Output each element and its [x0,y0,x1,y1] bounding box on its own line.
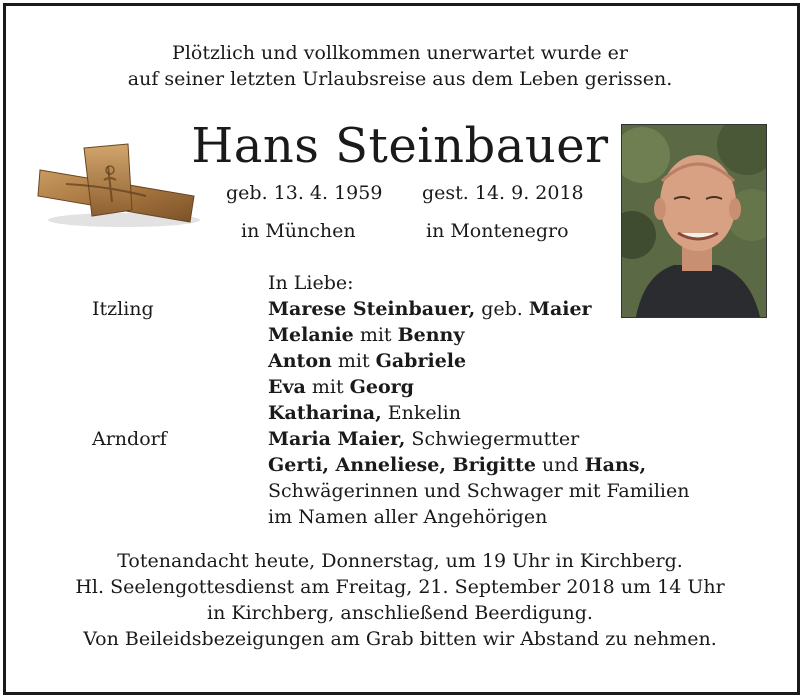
notice-line-3: in Kirchberg, anschließend Beerdigung. [207,602,593,624]
mourner-text: Schwiegermutter [405,428,580,450]
mourner-name-bold: Maier [528,298,592,320]
mourner-name-bold: Gerti, Anneliese, Brigitte [268,454,536,476]
mourner-row [0,322,800,348]
mourner-row [0,348,800,374]
birth-place: in München [241,220,356,242]
mourner-names [268,374,414,400]
mourner-name-bold: Eva [268,376,306,398]
mourner-text: Schwägerinnen und Schwager mit Familien [268,480,690,502]
mourner-text: mit [305,376,350,398]
notice-line-2: Hl. Seelengottesdienst am Freitag, 21. September 2018 um 14 Uhr [75,576,725,598]
mourner-place: Arndorf [92,428,167,450]
death-place: in Montenegro [426,220,569,242]
mourner-name-bold: Melanie [268,324,354,346]
mourner-names [268,478,689,504]
mourner-row [0,504,800,530]
mourner-text: mit [353,324,398,346]
mourner-row [0,296,800,322]
mourner-text: mit [331,350,376,372]
mourner-name-bold: Marese Steinbauer, [268,298,476,320]
intro-line-2: auf seiner letzten Urlaubsreise aus dem Leben gerissen. [127,68,673,90]
mourner-text: Enkelin [381,402,461,424]
notice-line-4: Von Beileidsbezeigungen am Grab bitten wir Abstand zu nehmen. [83,628,717,650]
birth-date: geb. 13. 4. 1959 [226,182,383,204]
service-notice [0,548,800,652]
mourner-names [268,296,592,322]
mourner-names [268,400,461,426]
mourner-names [268,348,466,374]
mourner-names [268,426,579,452]
mourner-row [0,478,800,504]
mourner-name-bold: Hans, [584,454,647,476]
notice-line-1: Totenandacht heute, Donnerstag, um 19 Uhr in Kirchberg. [117,550,683,572]
mourner-name-bold: Anton [268,350,332,372]
mourners-heading: In Liebe: [268,272,354,294]
mourner-text: im Namen aller Angehörigen [268,506,548,528]
mourner-text: und [535,454,585,476]
death-date: gest. 14. 9. 2018 [422,182,584,204]
mourner-name-bold: Benny [397,324,465,346]
mourner-row [0,400,800,426]
mourner-name-bold: Katharina, [268,402,382,424]
mourner-place: Itzling [92,298,154,320]
mourner-name-bold: Maria Maier, [268,428,406,450]
mourner-name-bold: Gabriele [375,350,467,372]
mourner-row [0,452,800,478]
intro-text [0,40,800,92]
mourner-names [268,504,547,530]
mourner-row [0,374,800,400]
mourner-names [268,452,646,478]
deceased-name: Hans Steinbauer [191,118,609,174]
mourner-text: geb. [475,298,529,320]
mourner-names [268,322,464,348]
mourner-name-bold: Georg [349,376,414,398]
mourner-row [0,426,800,452]
intro-line-1: Plötzlich und vollkommen unerwartet wurde er [172,42,628,64]
